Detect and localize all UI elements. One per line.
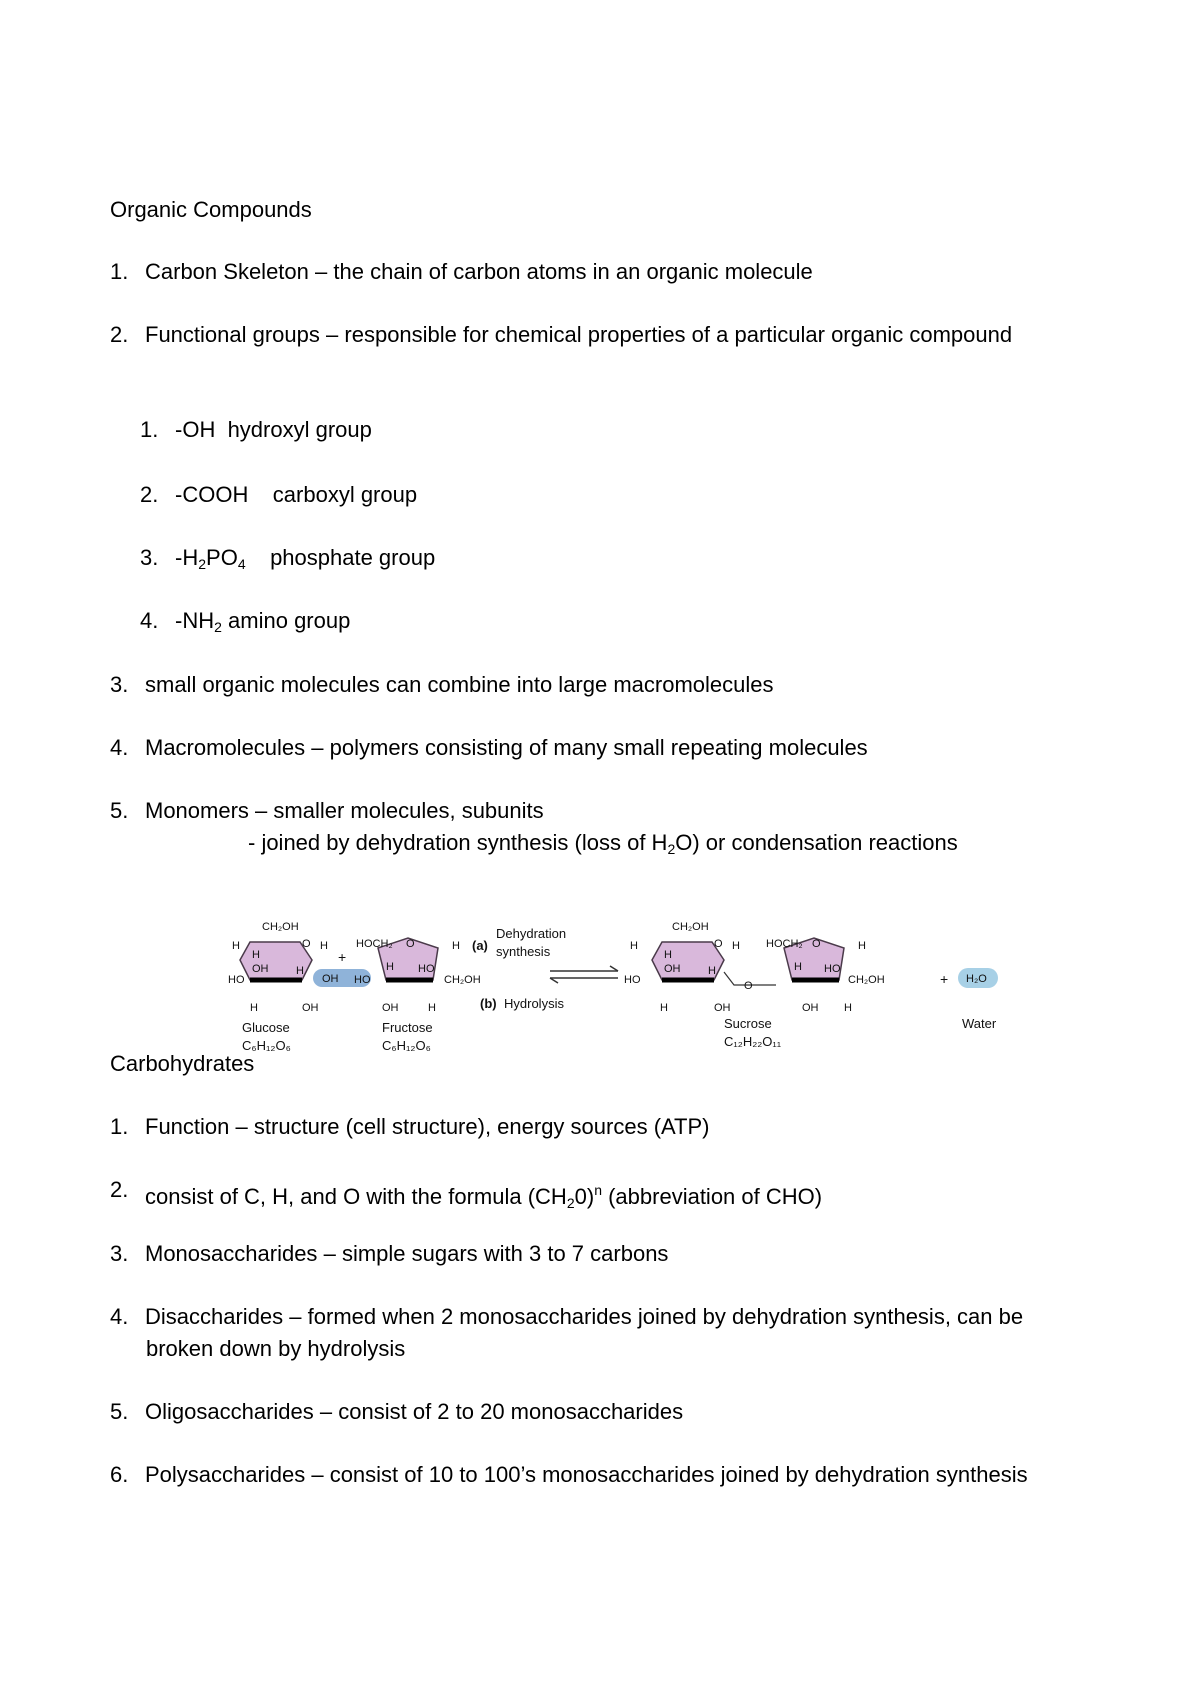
label-h: H [630,940,638,952]
dehydration-synthesis-figure [228,900,1018,1070]
label-dehydration: Dehydration [496,926,567,941]
label-o: O [406,938,415,950]
list-item [145,1303,1023,1331]
label-h: H [794,961,802,973]
list-desc: structure (cell structure), energy sources (ATP) [253,1114,710,1139]
dash: – [326,322,339,347]
label-synthesis: synthesis [496,944,551,959]
list-number: 5. [110,1399,129,1424]
label-h: H [708,965,716,977]
sublist-item [175,607,350,641]
label-ch2oh: CH₂OH [672,921,709,933]
list-item [145,734,868,762]
list-item [145,1398,683,1426]
label-h: H [732,940,740,952]
list-desc: polymers consisting of many small repeating molecules [329,735,868,760]
sublist-number: 3. [140,545,159,570]
label-ho: HO [418,963,435,975]
plus-sign: + [940,971,949,987]
list-number: 1. [110,1114,129,1139]
label-oh: OH [252,963,269,975]
group-name: hydroxyl group [227,417,372,442]
list-desc: simple sugars with 3 to 7 carbons [341,1241,669,1266]
label-h: H [296,965,304,977]
label-ho: HO [824,963,841,975]
fructose-formula: C₆H₁₂O₆ [382,1038,431,1053]
label-h: H [320,940,328,952]
glucose-formula: C₆H₁₂O₆ [242,1038,291,1053]
list-item [145,258,813,286]
list-number: 5. [110,798,129,823]
dash: – [311,735,324,760]
label-h: H [250,1002,258,1014]
plus-sign: + [338,949,347,965]
label-o: O [744,980,753,992]
label-ch2oh: CH₂OH [848,974,885,986]
dash: – [311,1462,324,1487]
label-hydrolysis: Hydrolysis [504,996,564,1011]
list-item: consist of C, H, and O with the formula $(CH_20)^n$ (abbreviation of CHO) [145,1182,823,1211]
list-number: 2. [110,1177,129,1202]
list-term: Functional groups [145,322,320,347]
label-fructose: Fructose [382,1020,433,1035]
list-number: 3. [110,672,129,697]
sublist-number: 1. [140,417,159,442]
label-h: H [252,949,260,961]
list-number: 1. [110,259,129,284]
dash: – [315,259,328,284]
list-item [145,797,544,825]
group-formula: -COOH [175,482,249,507]
dash: – [235,1114,248,1139]
label-ch2oh: CH₂OH [444,974,481,986]
label-h: H [452,940,460,952]
label-a: (a) [472,938,488,953]
dash: – [319,1399,333,1424]
list-term: Oligosaccharides [145,1399,314,1424]
sublist-number: 2. [140,482,159,507]
list-number: 2. [110,322,129,347]
label-ho: HO [624,974,641,986]
list-term: Monosaccharides [145,1241,318,1266]
label-ho: HO [354,974,371,986]
label-ho: HO [228,974,245,986]
list-desc: the chain of carbon atoms in an organic molecule [333,259,813,284]
page-title: Organic Compounds [110,197,312,222]
list-item [145,1113,710,1141]
list-number: 4. [110,1304,129,1329]
label-oh: OH [322,973,339,985]
label-o: O [302,938,311,950]
group-formula: -OH [175,417,216,442]
list-term: Function [145,1114,230,1139]
dash: – [323,1241,336,1266]
label-sucrose: Sucrose [724,1016,772,1031]
group-formula: $-NH_2$ [175,608,222,635]
group-name: carboxyl group [272,482,418,507]
label-oh: OH [664,963,681,975]
group-name: phosphate group [270,545,436,570]
reaction-diagram [228,900,1018,1070]
list-desc-continued: broken down by hydrolysis [146,1336,406,1361]
label-glucose: Glucose [242,1020,290,1035]
label-o: O [714,938,723,950]
label-oh: OH [382,1002,399,1014]
list-term: Disaccharides [145,1304,284,1329]
label-oh: OH [802,1002,819,1014]
label-h2o: H₂O [966,973,987,985]
label-h: H [386,961,394,973]
list-number: 4. [110,735,129,760]
list-item [145,321,1012,349]
sublist-item [175,481,417,509]
label-h: H [232,940,240,952]
list-item [145,1461,1028,1489]
sucrose-formula: C₁₂H₂₂O₁₁ [724,1034,782,1049]
label-h: H [664,949,672,961]
list-term: Monomers [145,798,249,823]
list-term: Macromolecules [145,735,306,760]
label-ch2oh: CH₂OH [262,921,299,933]
label-hoch2: HOCH₂ [766,938,803,950]
group-formula: $-H_2PO_4$ [175,545,246,572]
list-desc: formed when 2 monosaccharides joined by dehydration synthesis, can be [307,1304,1024,1329]
label-water: Water [962,1016,997,1031]
list-desc: consist of 10 to 100’s monosaccharides joined by dehydration synthesis [329,1462,1028,1487]
list-desc: consist of 2 to 20 monosaccharides [338,1399,684,1424]
list-number: 6. [110,1462,129,1487]
label-hoch2: HOCH₂ [356,938,393,950]
list-desc: responsible for chemical properties of a particular organic compound [344,322,1013,347]
label-b: (b) [480,996,497,1011]
label-h: H [428,1002,436,1014]
dash: – [289,1304,302,1329]
sublist-item [175,416,372,444]
label-oh: OH [302,1002,319,1014]
label-oh: OH [714,1002,731,1014]
sublist-item [175,544,435,578]
dash: – [255,798,268,823]
list-desc: smaller molecules, subunits [273,798,544,823]
group-name: amino group [228,608,351,633]
label-h: H [858,940,866,952]
section-title: Carbohydrates [110,1051,255,1076]
sublist-number: 4. [140,608,159,633]
list-item [145,1240,668,1268]
list-term: Polysaccharides [145,1462,306,1487]
label-o: O [812,938,821,950]
list-item: small organic molecules can combine into large macromolecules [145,672,774,697]
label-h: H [844,1002,852,1014]
label-h: H [660,1002,668,1014]
monomer-note: - joined by dehydration synthesis (loss of $H_2O$) or condensation reactions [248,830,958,857]
list-number: 3. [110,1241,129,1266]
list-term: Carbon Skeleton [145,259,309,284]
